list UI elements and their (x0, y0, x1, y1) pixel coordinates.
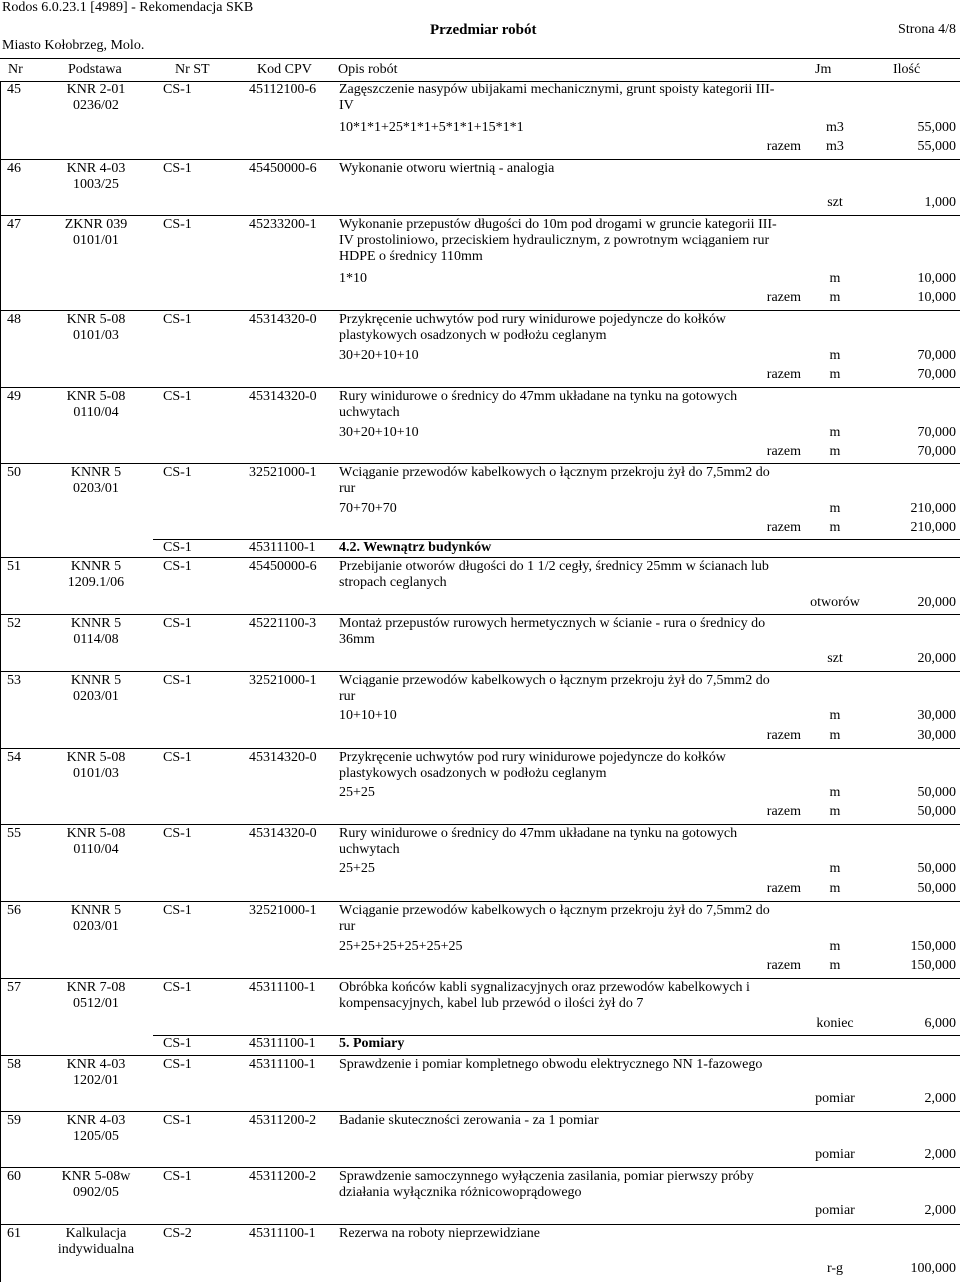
unit-label: m (829, 290, 841, 305)
item-number: 52 (7, 616, 21, 631)
item-line (153, 881, 960, 899)
item-basis (39, 389, 153, 421)
location-label: Miasto Kołobrzeg, Molo. (2, 38, 145, 53)
item-line (153, 958, 960, 976)
basis-line: KNR 4-03 (66, 1057, 126, 1072)
spec-code: CS-1 (163, 1113, 192, 1128)
basis-line: KNNR 5 (70, 673, 122, 688)
quantity-formula: 30+20+10+10 (339, 425, 419, 440)
item-line (153, 1261, 960, 1279)
basis-line: 0110/04 (73, 405, 119, 420)
spec-code: CS-1 (163, 980, 192, 995)
cpv-code: 32521000-1 (249, 903, 317, 918)
item-line (153, 980, 960, 1011)
item-line (153, 1226, 960, 1244)
work-description: Obróbka końców kabli sygnalizacyjnych oraz przewodów kabelkowych i kompensacyjnych, kabel lub przewód o ilości żył do 7 (339, 980, 750, 1011)
cpv-code: 45311100-1 (249, 540, 316, 555)
item-line (153, 217, 960, 264)
spec-code: CS-1 (163, 616, 192, 631)
quantity-value: 55,000 (917, 120, 956, 135)
unit-label: m (829, 785, 841, 800)
item-row (0, 614, 960, 671)
total-label: razem (766, 290, 801, 305)
item-basis (39, 82, 153, 114)
spec-code: CS-1 (163, 161, 192, 176)
spec-code: CS-1 (163, 82, 192, 97)
basis-line: KNR 5-08 (66, 826, 126, 841)
unit-label: szt (827, 195, 843, 210)
basis-line: KNR 4-03 (66, 1113, 126, 1128)
quantity-formula: 25+25 (339, 785, 375, 800)
item-number: 58 (7, 1057, 21, 1072)
unit-label: m (829, 501, 841, 516)
cpv-code: 32521000-1 (249, 673, 317, 688)
quantity-value: 2,000 (924, 1203, 956, 1218)
item-row (0, 463, 960, 557)
item-line (153, 312, 960, 343)
item-line (153, 826, 960, 857)
work-description: Wykonanie otworu wiertnią - analogia (339, 161, 555, 176)
unit-label: m3 (826, 120, 844, 135)
work-description: Wciąganie przewodów kabelkowych o łącznym przekroju żył do 7,5mm2 do rur (339, 903, 770, 934)
quantity-value: 70,000 (917, 367, 956, 382)
item-line (153, 750, 960, 781)
work-description: Przykręcenie uchwytów pod rury winidurowe pojedyncze do kołków plastykowych osadzonych w podłożu ceglanym (339, 750, 726, 781)
basis-line: KNR 5-08 (66, 312, 126, 327)
item-basis (39, 1169, 153, 1201)
spec-code: CS-1 (163, 750, 192, 765)
item-basis (39, 312, 153, 344)
work-description: Wciąganie przewodów kabelkowych o łącznym przekroju żył do 7,5mm2 do rur (339, 673, 770, 704)
cpv-code: 45314320-0 (249, 312, 317, 327)
total-label: razem (766, 804, 801, 819)
item-line (153, 367, 960, 385)
basis-line: 0512/01 (73, 996, 119, 1011)
page-number: Strona 4/8 (898, 22, 956, 37)
column-header-row (0, 58, 960, 82)
quantity-value: 20,000 (917, 595, 956, 610)
unit-label: m3 (826, 139, 844, 154)
item-basis (39, 465, 153, 497)
item-line (153, 1113, 960, 1131)
unit-label: otworów (810, 595, 860, 610)
item-line (153, 271, 960, 289)
work-description: Przykręcenie uchwytów pod rury winidurowe pojedyncze do kołków plastykowych osadzonych w podłożu ceglanym (339, 312, 726, 343)
basis-line: 1205/05 (73, 1129, 119, 1144)
quantity-value: 50,000 (917, 881, 956, 896)
spec-code: CS-1 (163, 903, 192, 918)
basis-line: KNR 5-08w (61, 1169, 131, 1184)
spec-code: CS-1 (163, 217, 192, 232)
cpv-code: 45314320-0 (249, 750, 317, 765)
col-description: Opis robót (338, 62, 398, 77)
page-header (0, 0, 960, 58)
item-basis (39, 673, 153, 705)
quantity-value: 30,000 (917, 728, 956, 743)
col-nrst: Nr ST (175, 62, 210, 77)
spec-code: CS-1 (163, 465, 192, 480)
work-description: Rury winidurowe o średnicy do 47mm układane na tynku na gotowych uchwytach (339, 826, 738, 857)
quantity-formula: 10+10+10 (339, 708, 397, 723)
work-description: Rezerwa na roboty nieprzewidziane (339, 1226, 540, 1241)
col-quantity: Ilość (893, 62, 921, 77)
unit-label: m (829, 520, 841, 535)
unit-label: pomiar (815, 1147, 855, 1162)
item-line (153, 389, 960, 420)
basis-line: 0101/03 (73, 328, 119, 343)
col-basis: Podstawa (68, 62, 122, 77)
basis-line: KNR 7-08 (66, 980, 126, 995)
item-number: 61 (7, 1226, 21, 1241)
quantity-value: 20,000 (917, 651, 956, 666)
item-line (153, 425, 960, 443)
col-cpv: Kod CPV (257, 62, 312, 77)
item-number: 50 (7, 465, 21, 480)
item-number: 54 (7, 750, 21, 765)
item-line (153, 559, 960, 590)
item-row (0, 81, 960, 159)
cpv-code: 45311100-1 (249, 980, 316, 995)
section-heading: 4.2. Wewnątrz budynków (339, 540, 492, 555)
quantity-formula: 1*10 (339, 271, 367, 286)
basis-line: ZKNR 039 (64, 217, 128, 232)
quantity-value: 150,000 (910, 939, 956, 954)
total-label: razem (766, 881, 801, 896)
unit-label: m (829, 958, 841, 973)
unit-label: pomiar (815, 1091, 855, 1106)
quantity-value: 50,000 (917, 785, 956, 800)
item-number: 57 (7, 980, 21, 995)
basis-line: Kalkulacja (65, 1226, 127, 1241)
spec-code: CS-1 (163, 389, 192, 404)
unit-label: m (829, 425, 841, 440)
item-number: 55 (7, 826, 21, 841)
spec-code: CS-1 (163, 1169, 192, 1184)
document-title: Przedmiar robót (430, 22, 537, 38)
item-line (153, 465, 960, 496)
quantity-value: 100,000 (910, 1261, 956, 1276)
item-basis (39, 750, 153, 782)
unit-label: m (829, 728, 841, 743)
basis-line: KNNR 5 (70, 616, 122, 631)
item-line (153, 903, 960, 934)
item-row (0, 1224, 960, 1282)
section-heading: 5. Pomiary (339, 1036, 405, 1051)
item-line (153, 1057, 960, 1075)
quantity-value: 150,000 (910, 958, 956, 973)
item-line (153, 1091, 960, 1109)
cpv-code: 45311100-1 (249, 1057, 316, 1072)
cpv-code: 45112100-6 (249, 82, 317, 97)
item-number: 56 (7, 903, 21, 918)
unit-label: m (829, 271, 841, 286)
basis-line: KNNR 5 (70, 559, 122, 574)
item-number: 46 (7, 161, 21, 176)
basis-line: 0203/01 (73, 919, 119, 934)
item-row (0, 557, 960, 614)
spec-code: CS-1 (163, 1057, 192, 1072)
basis-line: KNNR 5 (70, 465, 122, 480)
spec-code: CS-1 (163, 826, 192, 841)
row-divider (153, 539, 960, 540)
cpv-code: 45314320-0 (249, 389, 317, 404)
row-divider (153, 1035, 960, 1036)
quantity-value: 70,000 (917, 425, 956, 440)
basis-line: 0203/01 (73, 481, 119, 496)
col-unit: Jm (815, 62, 832, 77)
item-line (153, 939, 960, 957)
item-line (153, 120, 960, 138)
cpv-code: 45311200-2 (249, 1113, 317, 1128)
unit-label: m (829, 348, 841, 363)
item-row (0, 159, 960, 215)
item-line (153, 1147, 960, 1165)
basis-line: 0902/05 (73, 1185, 119, 1200)
item-row (0, 215, 960, 310)
basis-line: 1209.1/06 (67, 575, 125, 590)
quantity-formula: 10*1*1+25*1*1+5*1*1+15*1*1 (339, 120, 524, 135)
unit-label: m (829, 861, 841, 876)
basis-line: 1003/25 (73, 177, 119, 192)
quantity-formula: 25+25 (339, 861, 375, 876)
quantity-value: 50,000 (917, 861, 956, 876)
work-description: Zagęszczenie nasypów ubijakami mechanicznymi, grunt spoisty kategorii III-IV (339, 82, 775, 113)
cpv-code: 45311100-1 (249, 1226, 316, 1241)
item-number: 49 (7, 389, 21, 404)
quantity-formula: 30+20+10+10 (339, 348, 419, 363)
spec-code: CS-1 (163, 559, 192, 574)
item-row (0, 1167, 960, 1224)
item-line (153, 501, 960, 519)
item-basis (39, 826, 153, 858)
item-basis (39, 1113, 153, 1145)
quantity-value: 50,000 (917, 804, 956, 819)
item-basis (39, 616, 153, 648)
item-line (153, 1016, 960, 1034)
basis-line: indywidualna (57, 1242, 135, 1257)
total-label: razem (766, 367, 801, 382)
unit-label: koniec (816, 1016, 854, 1031)
item-row (0, 671, 960, 748)
spec-code: CS-1 (163, 312, 192, 327)
item-row (0, 978, 960, 1055)
basis-line: 0114/08 (73, 632, 119, 647)
item-line (153, 708, 960, 726)
total-label: razem (766, 958, 801, 973)
item-line (153, 673, 960, 704)
item-line (153, 785, 960, 803)
cpv-code: 45314320-0 (249, 826, 317, 841)
unit-label: m (829, 804, 841, 819)
item-row (0, 901, 960, 978)
item-line (153, 861, 960, 879)
basis-line: KNR 5-08 (66, 389, 126, 404)
quantity-value: 55,000 (917, 139, 956, 154)
basis-line: 1202/01 (73, 1073, 119, 1088)
total-label: razem (766, 520, 801, 535)
unit-label: m (829, 444, 841, 459)
item-line (153, 728, 960, 746)
unit-label: r-g (826, 1261, 844, 1276)
unit-label: m (829, 881, 841, 896)
work-description: Sprawdzenie samoczynnego wyłączenia zasilania, pomiar pierwszy próby działania wyłącznika różnicowoprądowego (339, 1169, 754, 1200)
quantity-value: 10,000 (917, 271, 956, 286)
cpv-code: 45221100-3 (249, 616, 317, 631)
item-line (153, 161, 960, 179)
basis-line: KNR 5-08 (66, 750, 126, 765)
work-description: Rury winidurowe o średnicy do 47mm układane na tynku na gotowych uchwytach (339, 389, 738, 420)
basis-line: 0236/02 (73, 98, 119, 113)
basis-line: 0110/04 (73, 842, 119, 857)
total-label: razem (766, 728, 801, 743)
spec-code: CS-1 (163, 540, 192, 555)
quantity-value: 70,000 (917, 348, 956, 363)
item-number: 60 (7, 1169, 21, 1184)
item-basis (39, 1057, 153, 1089)
unit-label: pomiar (815, 1203, 855, 1218)
unit-label: szt (827, 651, 843, 666)
item-basis (39, 559, 153, 591)
item-line (153, 520, 960, 538)
cpv-code: 45450000-6 (249, 559, 317, 574)
item-number: 47 (7, 217, 21, 232)
item-number: 45 (7, 82, 21, 97)
quantity-value: 30,000 (917, 708, 956, 723)
item-line (153, 540, 960, 558)
basis-line: KNR 2-01 (66, 82, 126, 97)
item-line (153, 616, 960, 647)
quantity-value: 1,000 (924, 195, 956, 210)
quantity-value: 2,000 (924, 1147, 956, 1162)
spec-code: CS-1 (163, 1036, 192, 1051)
work-description: Przebijanie otworów długości do 1 1/2 cegły, średnicy 25mm w ścianach lub stropach ceglanych (339, 559, 769, 590)
quantity-value: 70,000 (917, 444, 956, 459)
item-line (153, 595, 960, 613)
spec-code: CS-1 (163, 673, 192, 688)
item-line (153, 195, 960, 213)
basis-line: 0203/01 (73, 689, 119, 704)
item-row (0, 310, 960, 387)
item-basis (39, 217, 153, 249)
cpv-code: 45311100-1 (249, 1036, 316, 1051)
work-description: Wykonanie przepustów długości do 10m pod drogami w gruncie kategorii III-IV prostoliniowo, przeciskiem hydraulicznym, z powrotnym wciąganiem rur HDPE o średnicy 110mm (339, 217, 777, 264)
quantity-formula: 25+25+25+25+25+25 (339, 939, 463, 954)
spec-code: CS-2 (163, 1226, 192, 1241)
item-line (153, 651, 960, 669)
items-table (0, 81, 960, 1282)
item-row (0, 387, 960, 463)
item-row (0, 748, 960, 824)
cpv-code: 45311200-2 (249, 1169, 317, 1184)
basis-line: 0101/01 (73, 233, 119, 248)
col-nr: Nr (8, 62, 23, 77)
item-basis (39, 161, 153, 193)
item-basis (39, 903, 153, 935)
quantity-value: 10,000 (917, 290, 956, 305)
unit-label: m (829, 367, 841, 382)
item-row (0, 824, 960, 901)
item-line (153, 139, 960, 157)
item-line (153, 444, 960, 462)
quantity-value: 210,000 (910, 501, 956, 516)
app-title: Rodos 6.0.23.1 [4989] - Rekomendacja SKB (2, 0, 254, 15)
work-description: Montaż przepustów rurowych hermetycznych w ścianie - rura o średnicy do 36mm (339, 616, 766, 647)
item-row (0, 1111, 960, 1167)
item-line (153, 804, 960, 822)
quantity-value: 210,000 (910, 520, 956, 535)
item-line (153, 290, 960, 308)
item-number: 48 (7, 312, 21, 327)
quantity-formula: 70+70+70 (339, 501, 397, 516)
quantity-value: 2,000 (924, 1091, 956, 1106)
work-description: Badanie skuteczności zerowania - za 1 pomiar (339, 1113, 599, 1128)
item-number: 51 (7, 559, 21, 574)
cpv-code: 32521000-1 (249, 465, 317, 480)
item-basis (39, 1226, 153, 1258)
work-description: Wciąganie przewodów kabelkowych o łącznym przekroju żył do 7,5mm2 do rur (339, 465, 770, 496)
cpv-code: 45233200-1 (249, 217, 317, 232)
item-row (0, 1055, 960, 1111)
cpv-code: 45450000-6 (249, 161, 317, 176)
total-label: razem (766, 139, 801, 154)
total-label: razem (766, 444, 801, 459)
basis-line: KNNR 5 (70, 903, 122, 918)
item-line (153, 1203, 960, 1221)
basis-line: 0101/03 (73, 766, 119, 781)
unit-label: m (829, 939, 841, 954)
item-number: 59 (7, 1113, 21, 1128)
item-line (153, 1169, 960, 1200)
unit-label: m (829, 708, 841, 723)
item-line (153, 348, 960, 366)
item-number: 53 (7, 673, 21, 688)
item-line (153, 82, 960, 113)
work-description: Sprawdzenie i pomiar kompletnego obwodu elektrycznego NN 1-fazowego (339, 1057, 763, 1072)
quantity-value: 6,000 (924, 1016, 956, 1031)
item-line (153, 1036, 960, 1054)
item-basis (39, 980, 153, 1012)
basis-line: KNR 4-03 (66, 161, 126, 176)
